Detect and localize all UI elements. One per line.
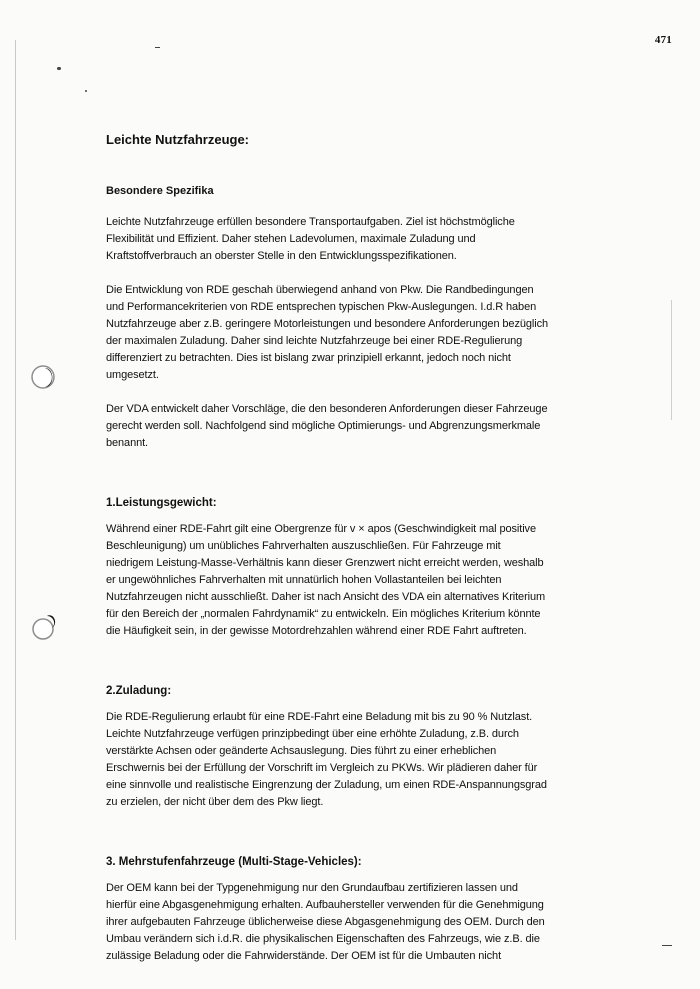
scan-left-edge	[15, 40, 16, 940]
text-line: hierfür eine Abgasgenehmigung erhalten. Aufbauhersteller verwenden für die Genehmigung	[106, 899, 544, 911]
text-line: zu erzielen, der nicht über dem des Pkw liegt.	[106, 796, 324, 808]
section-heading-leistungsgewicht: 1.Leistungsgewicht:	[106, 497, 217, 509]
text-line: Beschleunigung) um unübliches Fahrverhalten auszuschließen. Für Fahrzeuge mit	[106, 540, 501, 552]
scan-artifact	[662, 945, 672, 946]
text-line: ihrer aufgebauten Fahrzeuge üblicherweise diese Abgasgenehmigung des OEM. Durch den	[106, 916, 545, 928]
page-number: 471	[654, 34, 672, 46]
text-line: Erschwernis bei der Erfüllung der Vorschrift im Vergleich zu PKWs. Wir plädieren daher für	[106, 762, 538, 774]
text-line: eine sinnvolle und realistische Eingrenzung der Zuladung, um einen RDE-Anspannungsgrad	[106, 779, 547, 791]
text-line: Nutzfahrzeugen nicht ausschließt. Daher ist nach Ansicht des VDA ein alternatives Kriterium	[106, 591, 546, 603]
text-line: Der OEM kann bei der Typgenehmigung nur den Grundaufbau zertifizieren lassen und	[106, 882, 518, 894]
section-heading-mehrstufenfahrzeuge: 3. Mehrstufenfahrzeuge (Multi-Stage-Vehicles):	[106, 856, 362, 868]
text-line: Kraftstoffverbrauch an oberster Stelle in den Entwicklungsspezifikationen.	[106, 250, 457, 262]
text-line: differenziert zu betrachten. Dies ist bislang zwar prinzipiell erkannt, jedoch noch nicht	[106, 352, 511, 364]
document-body	[106, 132, 606, 965]
paragraph-besondere-3	[106, 401, 606, 452]
text-line: er ungewöhnliches Fahrverhalten mit unnatürlich hohen Vollastanteilen bei leichten	[106, 574, 502, 586]
scan-artifact	[85, 90, 87, 92]
text-line: umgesetzt.	[106, 369, 159, 381]
text-line: Umbau verändern sich i.d.R. die physikalischen Eigenschaften des Fahrzeugs, wie z.B. die	[106, 933, 540, 945]
text-line: für den Bereich der „normalen Fahrdynamik“ zu entwickeln. Ein mögliches Kriterium könnte	[106, 608, 541, 620]
text-line: benannt.	[106, 437, 149, 449]
document-title: Leichte Nutzfahrzeuge:	[106, 132, 250, 147]
text-line: niedrigem Leistung-Masse-Verhältnis kann dieser Grenzwert nicht erreicht werden, weshalb	[106, 557, 544, 569]
paragraph-zuladung	[106, 709, 606, 811]
text-line: Nutzfahrzeuge aber z.B. geringere Motorleistungen und besondere Anforderungen bezüglich	[106, 318, 548, 330]
hole-punch-icon	[30, 614, 56, 640]
section-heading-zuladung: 2.Zuladung:	[106, 685, 172, 697]
paragraph-besondere-2	[106, 282, 606, 384]
text-line: die Häufigkeit sein, in der gewisse Motordrehzahlen während einer RDE Fahrt auftreten.	[106, 625, 527, 637]
text-line: zulässige Beladung oder die Fahrwiderstände. Der OEM ist für die Umbauten nicht	[106, 950, 502, 962]
paragraph-besondere-1	[106, 214, 606, 265]
hole-punch-icon	[30, 364, 56, 390]
text-line: der maximalen Zuladung. Daher sind leichte Nutzfahrzeuge bei einer RDE-Regulierung	[106, 335, 523, 347]
text-line: Leichte Nutzfahrzeuge verfügen prinzipbedingt über eine erhöhte Zuladung, z.B. durch	[106, 728, 519, 740]
text-line: Leichte Nutzfahrzeuge erfüllen besondere Transportaufgaben. Ziel ist höchstmögliche	[106, 216, 515, 228]
scan-right-edge	[671, 300, 672, 420]
text-line: und Performancekriterien von RDE entsprechen typischen Pkw-Auslegungen. I.d.R haben	[106, 301, 537, 313]
paragraph-leistungsgewicht	[106, 521, 606, 640]
text-line: Die Entwicklung von RDE geschah überwiegend anhand von Pkw. Die Randbedingungen	[106, 284, 534, 296]
text-line: Flexibilität und Effizient. Daher stehen Ladevolumen, maximale Zuladung und	[106, 233, 476, 245]
paragraph-mehrstufenfahrzeuge	[106, 880, 606, 965]
scan-artifact	[155, 47, 160, 48]
text-line: Der VDA entwickelt daher Vorschläge, die den besonderen Anforderungen dieser Fahrzeuge	[106, 403, 548, 415]
scan-artifact	[57, 67, 61, 70]
section-heading-besondere: Besondere Spezifika	[106, 185, 214, 197]
text-line: gerecht werden soll. Nachfolgend sind mögliche Optimierungs- und Abgrenzungsmerkmale	[106, 420, 541, 432]
text-line: verstärkte Achsen oder geänderte Achsauslegung. Dies führt zu einer erheblichen	[106, 745, 497, 757]
text-line: Während einer RDE-Fahrt gilt eine Obergrenze für v × apos (Geschwindigkeit mal positive	[106, 523, 536, 535]
text-line: Die RDE-Regulierung erlaubt für eine RDE-Fahrt eine Beladung mit bis zu 90 % Nutzlast.	[106, 711, 533, 723]
